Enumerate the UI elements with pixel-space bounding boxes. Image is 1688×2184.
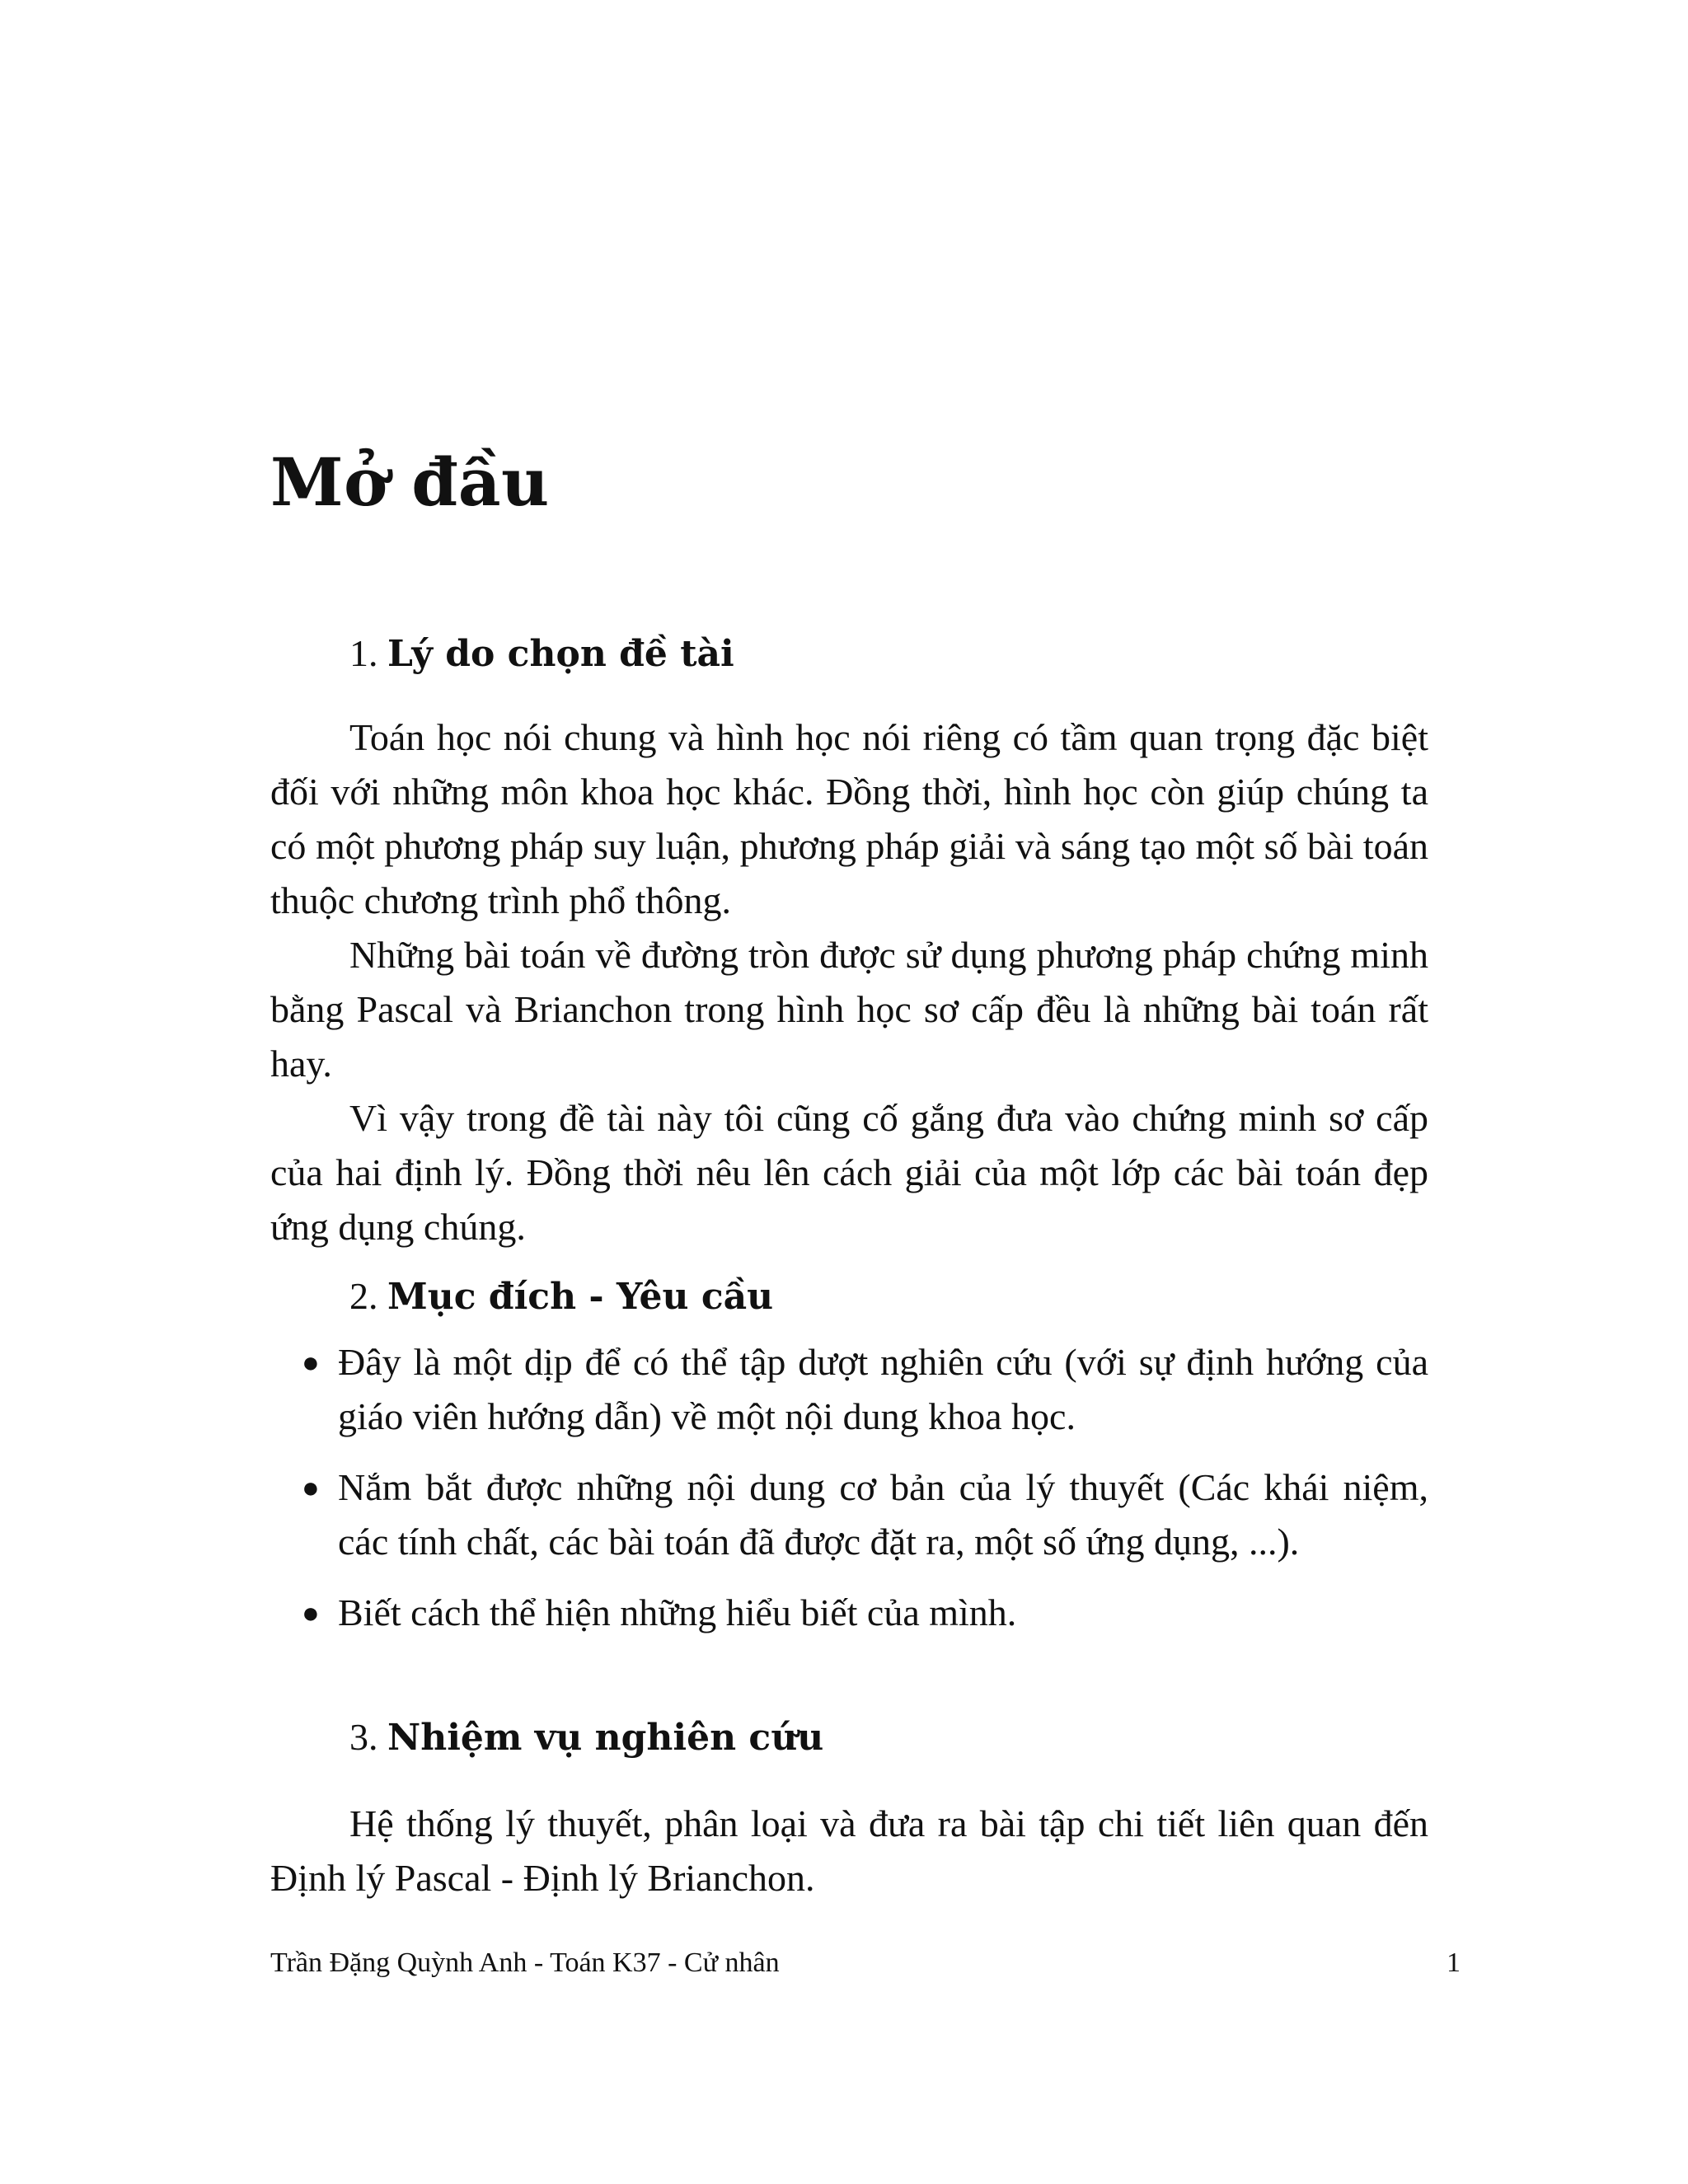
bullet-icon: ● bbox=[302, 1596, 320, 1629]
page-number: 1 bbox=[1447, 1947, 1461, 1978]
paragraph: Hệ thống lý thuyết, phân loại và đưa ra bài tập chi tiết liên quan đến Định lý Pascal - Định lý Brianchon. bbox=[270, 1802, 1428, 1899]
page-footer bbox=[270, 1947, 1461, 1980]
bullet-item bbox=[270, 1586, 1428, 1640]
paragraph: Toán học nói chung và hình học nói riêng có tầm quan trọng đặc biệt đối với những môn khoa học khác. Đồng thời, hình học còn giúp chúng ta có một phương pháp suy luận, phương pháp giải và sáng tạo một số bài toán thuộc chương trình phổ thông. bbox=[270, 716, 1428, 921]
section-2-body bbox=[270, 1335, 1428, 1657]
paragraph: Những bài toán về đường tròn được sử dụng phương pháp chứng minh bằng Pascal và Brianchon trong hình học sơ cấp đều là những bài toán rất hay. bbox=[270, 934, 1428, 1085]
section-number: 2. bbox=[349, 1275, 378, 1317]
section-heading-1 bbox=[349, 626, 734, 682]
section-title: Mục đích - Yêu cầu bbox=[387, 1276, 774, 1318]
bullet-item bbox=[270, 1460, 1428, 1569]
bullet-icon: ● bbox=[302, 1471, 320, 1504]
bullet-text: Đây là một dịp để có thể tập dượt nghiên cứu (với sự định hướng của giáo viên hướng dẫn) về một nội dung khoa học. bbox=[338, 1341, 1428, 1437]
section-number: 3. bbox=[349, 1716, 378, 1758]
chapter-title: Mở đầu bbox=[270, 443, 550, 521]
bullet-list bbox=[270, 1335, 1428, 1640]
section-heading-2 bbox=[349, 1269, 773, 1324]
bullet-icon: ● bbox=[302, 1346, 320, 1379]
footer-author: Trần Đặng Quỳnh Anh - Toán K37 - Cử nhân bbox=[270, 1947, 780, 1978]
section-title: Lý do chọn đề tài bbox=[387, 633, 734, 675]
section-3-body bbox=[270, 1797, 1428, 1905]
bullet-text: Nắm bắt được những nội dung cơ bản của lý thuyết (Các khái niệm, các tính chất, các bài toán đã được đặt ra, một số ứng dụng, ...). bbox=[338, 1466, 1428, 1563]
section-number: 1. bbox=[349, 632, 378, 674]
bullet-text: Biết cách thể hiện những hiểu biết của mình. bbox=[338, 1591, 1017, 1633]
paragraph: Vì vậy trong đề tài này tôi cũng cố gắng đưa vào chứng minh sơ cấp của hai định lý. Đồng thời nêu lên cách giải của một lớp các bài toán đẹp ứng dụng chúng. bbox=[270, 1097, 1428, 1248]
section-heading-3 bbox=[349, 1710, 823, 1765]
section-1-body bbox=[270, 710, 1428, 1254]
bullet-item bbox=[270, 1335, 1428, 1444]
section-title: Nhiệm vụ nghiên cứu bbox=[387, 1717, 824, 1759]
